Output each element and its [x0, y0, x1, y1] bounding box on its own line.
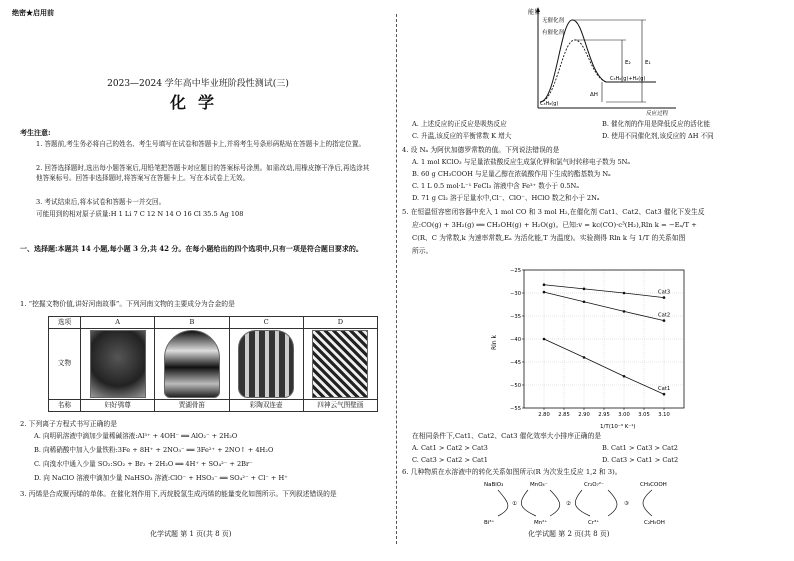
data-point-cat1 [663, 393, 666, 396]
arrow-icon [498, 490, 508, 516]
q5-option-c: C. Cat3 > Cat2 > Cat1 [412, 456, 488, 464]
rlnk-chart [488, 262, 718, 430]
x-tick-label: 2.80 [538, 412, 550, 418]
dh-label: ΔH [590, 92, 598, 98]
question-5-line-2: 应:CO(g) + 3H₂(g) ══ CH₃OH(g) + H₂O(g)。已知:v = kc(CO)·c³(H₂),Rln k = −Eₐ/T + [412, 221, 697, 229]
notes-heading: 考生注意: [20, 128, 51, 137]
y-tick-label: −50 [510, 383, 521, 389]
energy-ylabel: 能量 [528, 9, 541, 16]
data-point-cat2 [663, 319, 666, 322]
table-header-cell: A [81, 317, 155, 329]
uncatalyzed-label: 无催化剂 [542, 18, 565, 24]
species-bi3: Bi³⁺ [484, 520, 495, 526]
series-label-cat1: Cat1 [658, 386, 671, 393]
row-label: 名称 [49, 399, 81, 411]
q3-option-d: D. 使用不同催化剂,该反应的 ΔH 不同 [602, 132, 714, 140]
q2-option-a: A. 向明矾溶液中滴加少量稀碱溶液:Al³⁺ + 4OH⁻ ══ AlO₂⁻ + 2H₂O [34, 432, 238, 440]
species-nabio3: NaBiO₃ [484, 482, 504, 488]
artifact-name: 妇好鸮尊 [81, 399, 155, 411]
y-tick-label: −25 [510, 268, 521, 274]
q5-option-d: D. Cat3 > Cat1 > Cat2 [602, 456, 679, 464]
question-6: 6. 几种物质在水溶液中的转化关系如图所示(R 为次发生反应 1,2 和 3)。 [402, 468, 622, 476]
reaction-cycle-diagram [484, 478, 684, 528]
data-point-cat1 [583, 356, 586, 359]
question-2: 2. 下列离子方程式书写正确的是 [20, 420, 118, 428]
arrow-icon [550, 490, 560, 516]
q4-option-b: B. 60 g CH₃COOH 与足量乙醇在浓硫酸作用下生成的酯基数为 Nₐ [412, 170, 611, 178]
series-line-cat1 [544, 339, 664, 394]
reaction-3-label: ③ [624, 501, 629, 507]
energy-diagram [526, 4, 706, 116]
catalyzed-label: 有催化剂 [542, 30, 565, 36]
q3-option-c: C. 升温,该反应的平衡常数 K 增大 [412, 132, 512, 140]
chart-series [543, 283, 670, 395]
q2-option-d: D. 向 NaClO 溶液中滴加少量 NaHSO₃ 溶液:ClO⁻ + HSO₃⁻ ══ SO₄²⁻ + Cl⁻ + H⁺ [34, 474, 288, 482]
arrow-icon [575, 490, 590, 516]
artifact-name: 贾湖骨笛 [155, 399, 229, 411]
note-1: 1. 答题前,考生务必将自己的姓名、考生号填写在试卷和答题卡上,并将考生号条形码粘贴在答题卡上的指定位置。 [36, 140, 366, 148]
artifact-table [48, 316, 378, 412]
q2-option-c: C. 向溴水中通入少量 SO₂:SO₂ + Br₂ + 2H₂O ══ 4H⁺ + SO₄²⁻ + 2Br⁻ [34, 460, 253, 468]
series-label-cat2: Cat2 [658, 312, 671, 319]
data-point-cat1 [543, 338, 546, 341]
x-tick-label: 3.05 [638, 412, 650, 418]
reaction-1-label: ① [512, 501, 517, 507]
table-header-cell: B [155, 317, 229, 329]
y-tick-label: −30 [510, 291, 521, 297]
data-point-cat2 [623, 310, 626, 313]
q4-option-a: A. 1 mol KClO₃ 与足量浓盐酸反应生成氯化钾和氯气时转移电子数为 5Nₐ [412, 158, 630, 166]
atomic-masses: 可能用到的相对原子质量:H 1 Li 7 C 12 N 14 O 16 Cl 35.5 Ag 108 [36, 210, 244, 218]
question-5-line-4: 所示。 [412, 247, 433, 255]
confidential-mark: 绝密★启用前 [12, 8, 54, 17]
page-left [0, 0, 396, 561]
x-tick-label: 2.95 [598, 412, 610, 418]
x-tick-label: 3.10 [658, 412, 670, 418]
data-point-cat3 [583, 288, 586, 291]
table-header-cell: D [303, 317, 377, 329]
table-header-cell: 选项 [49, 317, 81, 329]
y-tick-label: −45 [510, 360, 521, 366]
table-name-row [49, 399, 378, 411]
data-point-cat3 [663, 296, 666, 299]
question-5-stem: 在相同条件下,Cat1、Cat2、Cat3 催化效率大小排序正确的是 [412, 432, 602, 440]
species-cr3: Cr³⁺ [588, 520, 600, 526]
e2-label: E₂ [625, 60, 631, 66]
question-1: 1. “挖掘文物价值,讲好河南故事”。下列河南文物的主要成分为合金的是 [20, 300, 235, 308]
table-header-row [49, 317, 378, 329]
bone-flute-image [164, 330, 220, 398]
q4-option-c: C. 1 L 0.5 mol·L⁻¹ FeCl₃ 溶液中含 Fe³⁺ 数小于 0.5Nₐ [412, 182, 579, 190]
arrow-icon [608, 490, 617, 516]
arrow-icon [521, 490, 536, 516]
data-point-cat3 [623, 292, 626, 295]
mural-image [312, 330, 368, 398]
note-3: 3. 考试结束后,将本试卷和答题卡一并交回。 [36, 198, 166, 206]
x-tick-label: 3.00 [618, 412, 630, 418]
painted-pottery-image [238, 330, 294, 398]
question-3: 3. 丙烯是合成聚丙烯的单体。在催化剂作用下,丙烷脱氢生成丙烯的能量变化如图所示。下列叙述错误的是 [20, 490, 337, 498]
y-tick-label: −35 [510, 314, 521, 320]
page-right [398, 0, 794, 561]
q5-option-b: B. Cat1 > Cat3 > Cat2 [602, 444, 678, 452]
q5-option-a: A. Cat1 > Cat2 > Cat3 [412, 444, 488, 452]
species-mn2: Mn²⁺ [534, 520, 548, 526]
note-2: 2. 回答选择题时,选出每小题答案后,用铅笔把答题卡对应题目的答案标号涂黑。如需改动,用橡皮擦干净后,再选涂其他答案标号。回答非选择题时,将答案写在答题卡上。写在本试卷上无效。 [36, 164, 370, 182]
reaction-2-label: ② [566, 501, 571, 507]
y-tick-label: −55 [510, 406, 521, 412]
page-footer-left: 化学试题 第 1 页(共 8 页) [150, 530, 232, 538]
data-point-cat2 [583, 300, 586, 303]
question-5-line-3: C(R、C 为常数,k 为速率常数,Eₐ 为活化能,T 为温度)。实验测得 Rln k 与 1/T 的关系如图 [412, 234, 686, 242]
species-cr2o7: Cr₂O₇²⁻ [584, 482, 604, 488]
arrow-icon [643, 490, 652, 516]
data-point-cat1 [623, 375, 626, 378]
table-header-cell: C [229, 317, 303, 329]
subject-title: 化学 [169, 93, 226, 112]
x-tick-label: 2.90 [578, 412, 590, 418]
series-label-cat3: Cat3 [658, 289, 671, 296]
e1-label: E₁ [645, 60, 651, 66]
q4-option-d: D. 71 g Cl₂ 溶于足量水中,Cl⁻、ClO⁻、HClO 数之和小于 2Nₐ [412, 194, 600, 202]
exam-title: 2023—2024 学年高中毕业班阶段性测试(三) [107, 79, 289, 89]
row-label: 文物 [49, 328, 81, 399]
section-1-heading: 一、选择题:本题共 14 小题,每小题 3 分,共 42 分。在每小题给出的四个选项中,只有一项是符合题目要求的。 [20, 244, 363, 253]
chart-ylabel: Rln k [491, 334, 498, 350]
page-divider [396, 14, 397, 544]
species-mno4: MnO₄⁻ [530, 482, 548, 488]
y-tick-label: −40 [510, 337, 521, 343]
data-point-cat3 [543, 283, 546, 286]
owl-zun-image [90, 330, 146, 398]
product-label: C₃H₆(g)+H₂(g) [610, 76, 646, 82]
table-image-row [49, 328, 378, 399]
artifact-name: 四神云气图壁画 [303, 399, 377, 411]
energy-xlabel: 反应过程 [646, 111, 669, 116]
x-tick-label: 2.85 [558, 412, 570, 418]
q2-option-b: B. 向稀硝酸中加入少量铁粉:3Fe + 8H⁺ + 2NO₃⁻ ══ 3Fe²⁺ + 2NO↑ + 4H₂O [34, 446, 274, 454]
question-5-line-1: 5. 在恒温恒容密闭容器中充入 1 mol CO 和 3 mol H₂,在催化剂 Cat1、Cat2、Cat3 催化下发生反 [402, 208, 705, 216]
data-point-cat2 [543, 291, 546, 294]
species-ch3cooh: CH₃COOH [640, 482, 667, 488]
species-c2h5oh: C₂H₅OH [644, 520, 665, 526]
q3-option-b: B. 催化剂的作用是降低反应的活化能 [602, 120, 710, 128]
chart-xlabel: 1/T(10⁻³ K⁻¹) [600, 424, 636, 430]
q3-option-a: A. 上述反应的正反应是吸热反应 [412, 120, 507, 128]
page-footer-right: 化学试题 第 2 页(共 8 页) [528, 530, 610, 538]
question-4: 4. 设 Nₐ 为阿伏加德罗常数的值。下列说法错误的是 [402, 146, 560, 154]
reactant-label: C₃H₈(g) [540, 101, 559, 107]
artifact-name: 彩陶双连壶 [229, 399, 303, 411]
